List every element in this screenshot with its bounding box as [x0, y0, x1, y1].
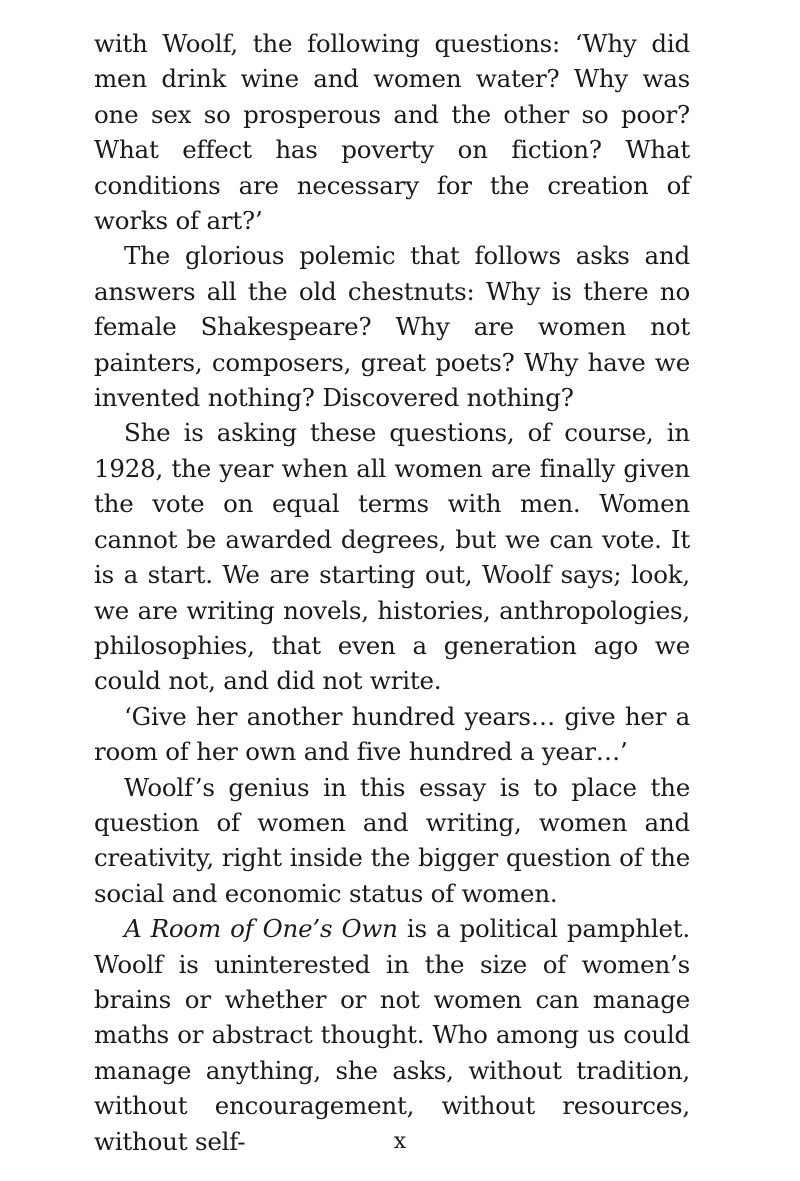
book-title: A Room of One’s Own — [124, 914, 398, 944]
paragraph-quote: ‘Give her another hundred years… give her a room of her own and five hundred a year…’ — [94, 701, 690, 767]
page-number: x — [393, 1129, 407, 1154]
paragraph: Woolf’s genius in this essay is to place the question of women and writing, women and creativity, right inside the bigger question of the social and economic status of women. — [94, 772, 690, 908]
paragraph-continuation: with Woolf, the following questions: ‘Why did men drink wine and women water? Why was one sex so prosperous and the other so poor? What effect has poverty on fiction? What conditions are necessary for the creation of works of art?’ — [94, 29, 690, 236]
paragraph — [94, 911, 690, 1159]
paragraph: She is asking these questions, of course, in 1928, the year when all women are finally given the vote on equal terms with men. Women cannot be awarded degrees, but we can vote. It is a start. We are starting out, Woolf says; look, we are writing novels, histories, anthropologies, philosophies, that even a generation ago we could not, and did not write. — [94, 418, 690, 696]
paragraph: The glorious polemic that follows asks and answers all the old chestnuts: Why is there no female Shakespeare? Why are women not painters, composers, great poets? Why have we invented nothing? Discovered nothing? — [94, 241, 690, 413]
paragraph-text: is a political pamphlet. Woolf is uninterested in the size of women’s brains or whether or not women can manage maths or abstract thought. Who among us could manage anything, she asks, without tradition, without encouragement, without resources, without self- — [94, 914, 690, 1156]
page-body — [94, 26, 690, 1159]
